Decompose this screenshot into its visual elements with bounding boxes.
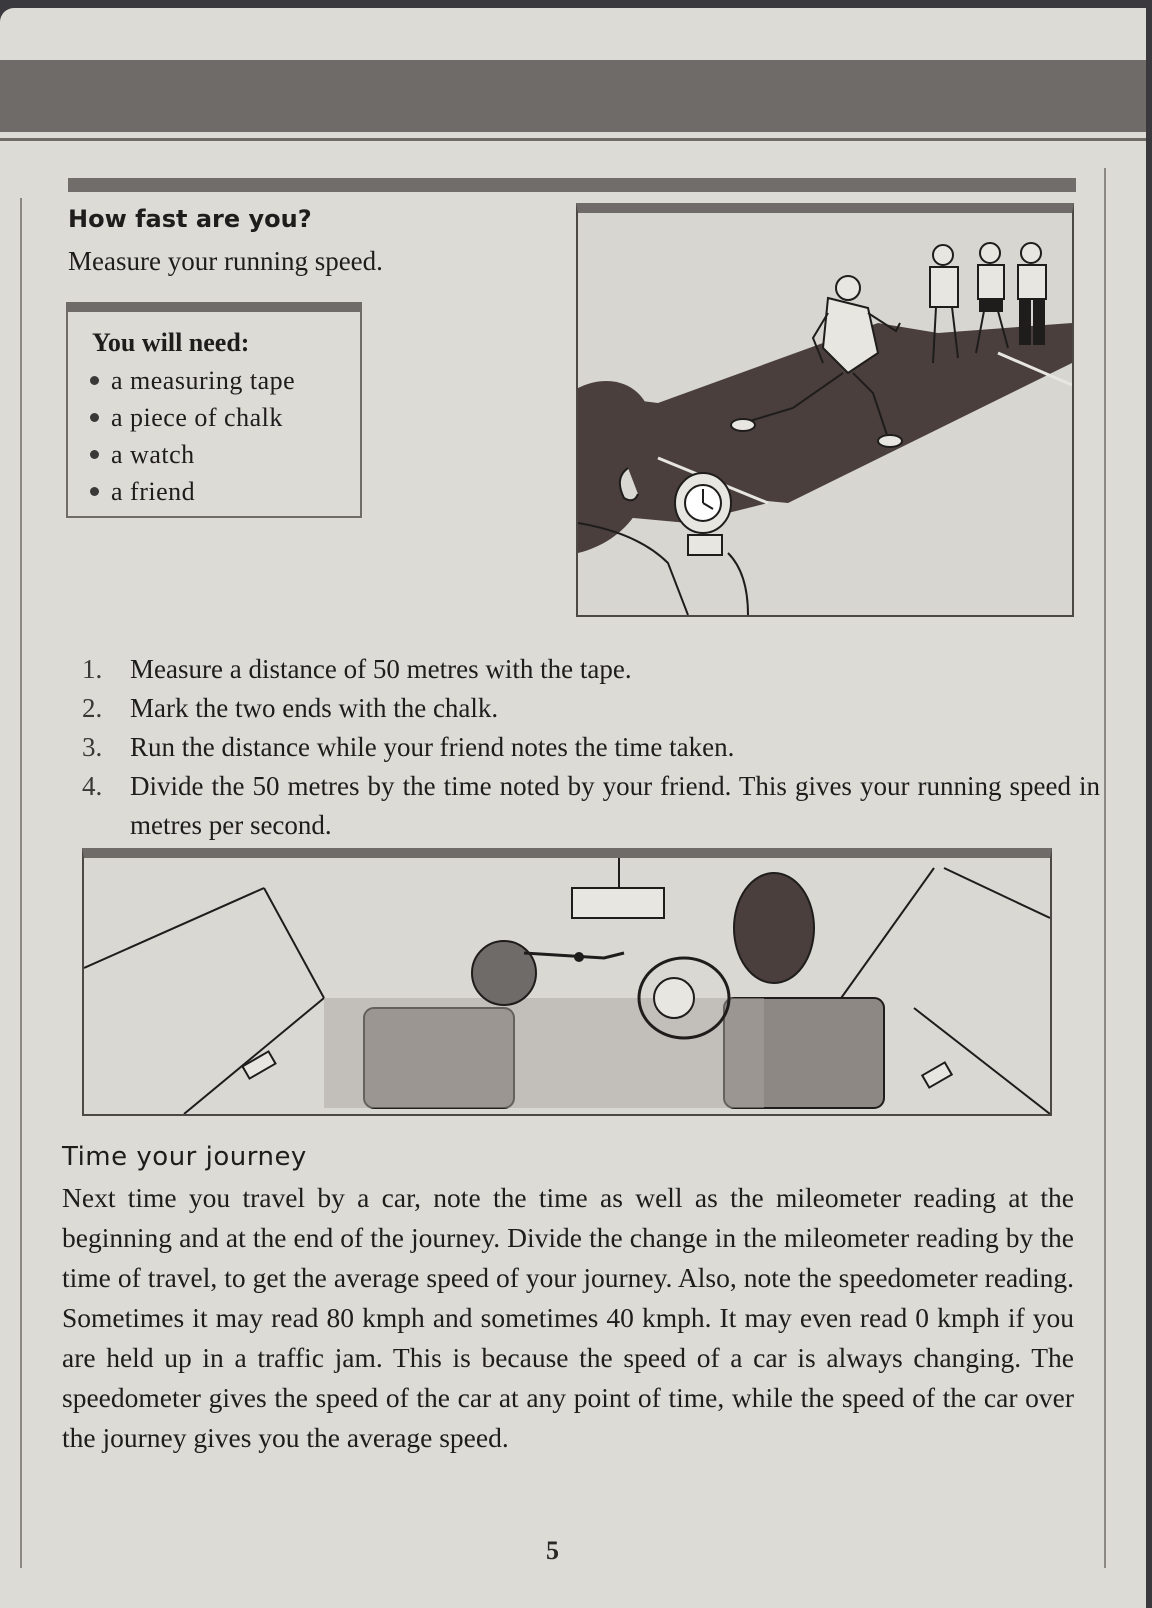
materials-item: a watch [90,436,295,473]
car-illustration [82,848,1052,1116]
wristwatch-icon [574,952,584,962]
running-illustration [576,203,1074,617]
running-track-drawing [578,213,1072,615]
driver-head [734,873,814,983]
materials-item: a piece of chalk [90,399,295,436]
observer-head [578,381,653,553]
step-item: 1. Measure a distance of 50 metres with the tape. [82,654,632,684]
car-interior-drawing [84,858,1050,1114]
rearview-mirror [572,888,664,918]
journey-paragraph: Next time you travel by a car, note the time as well as the mileometer reading at the beginning and at the end of the journey. Divide the change in the mileometer reading by the time of travel, to get the average speed of your journey. Also, note the speedometer reading. Sometimes it may read 80 kmph and sometimes 40 kmph. It may even read 0 kmph if you are held up in a traffic jam. This is because the speed of a car is always changing. The speedometer gives the speed of the car at any point of time, while the speed of the car over the journey gives you the average speed. [62,1182,1074,1453]
left-margin-rule [20,198,22,1568]
section-subtitle: Measure your running speed. [68,246,383,276]
bullet-icon [90,450,99,459]
step-item: 4. Divide the 50 metres by the time noted by your friend. This gives your running speed in metres per second. [82,771,1100,840]
header-rule [0,138,1146,141]
step-item: 3. Run the distance while your friend notes the time taken. [82,732,735,762]
materials-heading: You will need: [92,328,250,357]
materials-item: a friend [90,473,295,510]
materials-box [66,302,362,518]
right-margin-rule [1104,168,1106,1568]
bullet-icon [90,413,99,422]
section-bar [68,178,1076,192]
journey-heading: Time your journey [62,1142,307,1172]
header-band [0,60,1146,132]
materials-list [90,362,295,510]
bullet-icon [90,487,99,496]
speedometer-icon [654,978,694,1018]
section-title: How fast are you? [68,205,312,233]
step-item: 2. Mark the two ends with the chalk. [82,693,499,723]
materials-item: a measuring tape [90,362,295,399]
bullet-icon [90,376,99,385]
page-number: 5 [546,1536,559,1565]
steps-list [78,650,1100,845]
